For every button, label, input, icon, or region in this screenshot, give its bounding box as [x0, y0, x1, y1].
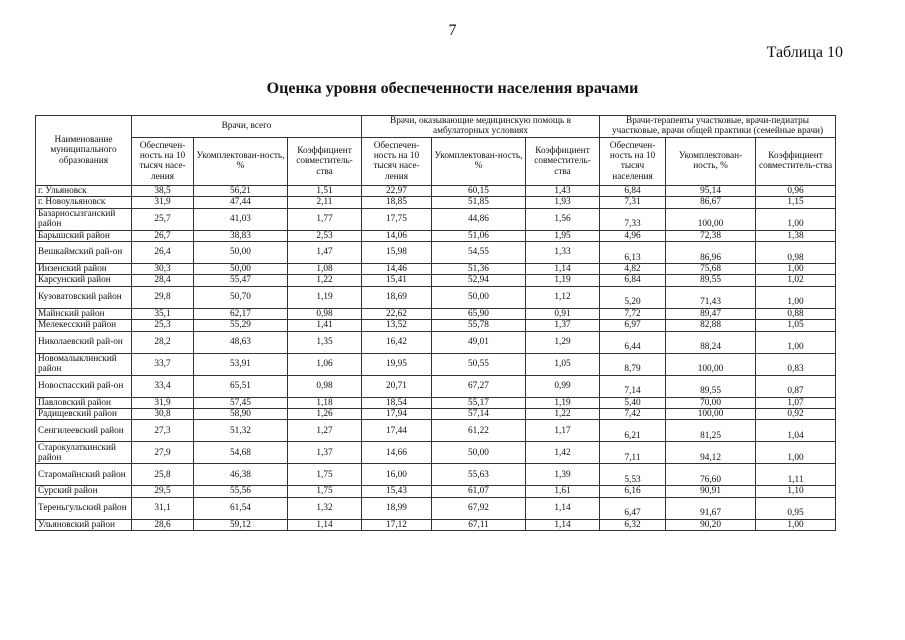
table-row [36, 230, 836, 241]
municipality-name: Новомалыклинский район [36, 353, 132, 375]
municipality-name: Инзенский район [36, 264, 132, 275]
table-cell: 25,8 [132, 464, 194, 486]
table-cell: 1,56 [526, 208, 600, 230]
header-group-district-doctors: Врачи-терапевты участковые, врачи-педиатры участковые, врачи общей практики (семейные врачи) [600, 116, 836, 138]
municipality-name: Ульяновский район [36, 519, 132, 530]
table-cell: 1,41 [288, 320, 362, 331]
table-cell: 1,42 [526, 442, 600, 464]
table-cell: 38,5 [132, 185, 194, 196]
table-cell: 0,87 [756, 375, 836, 397]
table-cell: 1,39 [526, 464, 600, 486]
table-cell: 16,42 [362, 331, 432, 353]
table-cell: 41,03 [194, 208, 288, 230]
table-cell: 50,00 [432, 286, 526, 308]
table-cell: 57,14 [432, 409, 526, 420]
table-cell: 4,82 [600, 264, 666, 275]
municipality-name: Новоспасский рай-он [36, 375, 132, 397]
table-cell: 49,01 [432, 331, 526, 353]
table-cell: 0,83 [756, 353, 836, 375]
municipality-name: Вешкаймский рай-он [36, 242, 132, 264]
table-cell: 1,00 [756, 286, 836, 308]
table-cell: 71,43 [666, 286, 756, 308]
table-cell: 50,00 [194, 264, 288, 275]
table-cell: 1,00 [756, 264, 836, 275]
table-cell: 1,93 [526, 197, 600, 208]
table-cell: 38,83 [194, 230, 288, 241]
header-municipality: Наименование муниципального образования [36, 116, 132, 186]
table-cell: 31,9 [132, 397, 194, 408]
table-row [36, 409, 836, 420]
table-cell: 6,44 [600, 331, 666, 353]
table-cell: 1,38 [756, 230, 836, 241]
table-cell: 28,4 [132, 275, 194, 286]
table-cell: 1,17 [526, 420, 600, 442]
table-cell: 57,45 [194, 397, 288, 408]
header-staffing: Укомплектован-ность, % [432, 137, 526, 185]
table-body [36, 185, 836, 530]
table-cell: 17,44 [362, 420, 432, 442]
table-cell: 67,92 [432, 497, 526, 519]
table-cell: 70,00 [666, 397, 756, 408]
table-cell: 55,17 [432, 397, 526, 408]
header-staffing: Укомплектован-ность, % [666, 137, 756, 185]
table-cell: 14,66 [362, 442, 432, 464]
doctor-provision-table [35, 115, 836, 531]
header-coefficient: Коэффициент совместитель-ства [288, 137, 362, 185]
table-cell: 5,20 [600, 286, 666, 308]
table-cell: 76,60 [666, 464, 756, 486]
table-cell: 1,27 [288, 420, 362, 442]
table-cell: 51,32 [194, 420, 288, 442]
table-cell: 91,67 [666, 497, 756, 519]
table-cell: 52,94 [432, 275, 526, 286]
document-title: Оценка уровня обеспеченности населения врачами [266, 80, 639, 97]
table-cell: 15,98 [362, 242, 432, 264]
table-cell: 7,42 [600, 409, 666, 420]
table-cell: 51,85 [432, 197, 526, 208]
table-cell: 44,86 [432, 208, 526, 230]
table-cell: 90,20 [666, 519, 756, 530]
table-row [36, 375, 836, 397]
table-cell: 2,53 [288, 230, 362, 241]
table-cell: 1,08 [288, 264, 362, 275]
table-cell: 33,7 [132, 353, 194, 375]
table-cell: 86,96 [666, 242, 756, 264]
header-provision: Обеспечен-ность на 10 тысяч населения [600, 137, 666, 185]
table-cell: 1,14 [526, 497, 600, 519]
table-row [36, 275, 836, 286]
table-cell: 100,00 [666, 208, 756, 230]
table-cell: 95,14 [666, 185, 756, 196]
table-cell: 1,95 [526, 230, 600, 241]
table-cell: 18,54 [362, 397, 432, 408]
table-cell: 51,06 [432, 230, 526, 241]
table-cell: 14,46 [362, 264, 432, 275]
table-row [36, 519, 836, 530]
table-cell: 50,00 [432, 442, 526, 464]
table-cell: 25,7 [132, 208, 194, 230]
table-row [36, 197, 836, 208]
table-cell: 61,07 [432, 486, 526, 497]
table-cell: 29,8 [132, 286, 194, 308]
table-cell: 61,22 [432, 420, 526, 442]
table-cell: 22,97 [362, 185, 432, 196]
table-cell: 1,19 [288, 286, 362, 308]
header-coefficient: Коэффициент совместитель-ства [526, 137, 600, 185]
table-cell: 62,17 [194, 308, 288, 319]
table-cell: 18,99 [362, 497, 432, 519]
table-row [36, 420, 836, 442]
table-cell: 1,02 [756, 275, 836, 286]
table-cell: 17,12 [362, 519, 432, 530]
table-cell: 17,75 [362, 208, 432, 230]
table-cell: 4,96 [600, 230, 666, 241]
table-row [36, 486, 836, 497]
municipality-name: Николаевский рай-он [36, 331, 132, 353]
table-cell: 1,04 [756, 420, 836, 442]
table-cell: 0,91 [526, 308, 600, 319]
table-row [36, 353, 836, 375]
table-cell: 51,36 [432, 264, 526, 275]
table-cell: 65,51 [194, 375, 288, 397]
table-cell: 8,79 [600, 353, 666, 375]
table-cell: 60,15 [432, 185, 526, 196]
header-provision: Обеспечен-ность на 10 тысяч насе-ления [132, 137, 194, 185]
table-cell: 1,32 [288, 497, 362, 519]
table-cell: 6,16 [600, 486, 666, 497]
municipality-name: Кузоватовский район [36, 286, 132, 308]
table-cell: 89,55 [666, 375, 756, 397]
table-row [36, 242, 836, 264]
municipality-name: Майнский район [36, 308, 132, 319]
table-cell: 26,4 [132, 242, 194, 264]
table-cell: 90,91 [666, 486, 756, 497]
table-cell: 94,12 [666, 442, 756, 464]
table-cell: 47,44 [194, 197, 288, 208]
table-cell: 1,00 [756, 519, 836, 530]
table-cell: 27,3 [132, 420, 194, 442]
table-cell: 0,95 [756, 497, 836, 519]
municipality-name: Тереньгульский район [36, 497, 132, 519]
table-cell: 5,40 [600, 397, 666, 408]
table-cell: 14,06 [362, 230, 432, 241]
table-cell: 7,11 [600, 442, 666, 464]
municipality-name: Карсунский район [36, 275, 132, 286]
table-cell: 54,55 [432, 242, 526, 264]
table-cell: 17,94 [362, 409, 432, 420]
table-cell: 89,55 [666, 275, 756, 286]
table-cell: 1,05 [526, 353, 600, 375]
municipality-name: Старокулаткинский район [36, 442, 132, 464]
table-cell: 55,47 [194, 275, 288, 286]
table-cell: 16,00 [362, 464, 432, 486]
table-row [36, 185, 836, 196]
table-cell: 6,97 [600, 320, 666, 331]
table-cell: 0,98 [288, 375, 362, 397]
table-cell: 1,06 [288, 353, 362, 375]
table-cell: 53,91 [194, 353, 288, 375]
table-cell: 31,9 [132, 197, 194, 208]
table-cell: 5,53 [600, 464, 666, 486]
table-cell: 1,75 [288, 486, 362, 497]
table-cell: 56,21 [194, 185, 288, 196]
table-cell: 7,72 [600, 308, 666, 319]
table-cell: 6,32 [600, 519, 666, 530]
table-cell: 7,33 [600, 208, 666, 230]
table-cell: 1,47 [288, 242, 362, 264]
table-cell: 18,69 [362, 286, 432, 308]
table-cell: 82,88 [666, 320, 756, 331]
table-cell: 33,4 [132, 375, 194, 397]
municipality-name: Старомайнский район [36, 464, 132, 486]
table-cell: 7,14 [600, 375, 666, 397]
table-cell: 22,62 [362, 308, 432, 319]
municipality-name: Мелекесский район [36, 320, 132, 331]
table-cell: 81,25 [666, 420, 756, 442]
header-coefficient: Коэффициент совместитель-ства [756, 137, 836, 185]
table-cell: 35,1 [132, 308, 194, 319]
table-cell: 27,9 [132, 442, 194, 464]
table-cell: 1,77 [288, 208, 362, 230]
table-cell: 1,26 [288, 409, 362, 420]
table-cell: 1,75 [288, 464, 362, 486]
table-cell: 15,43 [362, 486, 432, 497]
table-cell: 1,37 [526, 320, 600, 331]
table-cell: 86,67 [666, 197, 756, 208]
table-row [36, 320, 836, 331]
table-cell: 29,5 [132, 486, 194, 497]
table-cell: 6,84 [600, 275, 666, 286]
table-cell: 59,12 [194, 519, 288, 530]
table-cell: 0,88 [756, 308, 836, 319]
table-cell: 55,78 [432, 320, 526, 331]
table-row [36, 464, 836, 486]
header-provision: Обеспечен-ность на 10 тысяч насе-ления [362, 137, 432, 185]
table-cell: 1,00 [756, 331, 836, 353]
municipality-name: Радищевский район [36, 409, 132, 420]
table-cell: 2,11 [288, 197, 362, 208]
table-cell: 20,71 [362, 375, 432, 397]
table-row [36, 497, 836, 519]
table-cell: 13,52 [362, 320, 432, 331]
table-cell: 89,47 [666, 308, 756, 319]
table-cell: 0,96 [756, 185, 836, 196]
table-cell: 6,47 [600, 497, 666, 519]
table-row [36, 264, 836, 275]
table-cell: 46,38 [194, 464, 288, 486]
table-row [36, 442, 836, 464]
table-cell: 25,3 [132, 320, 194, 331]
table-cell: 1,29 [526, 331, 600, 353]
table-cell: 55,56 [194, 486, 288, 497]
header-staffing: Укомплектован-ность, % [194, 137, 288, 185]
table-row [36, 397, 836, 408]
table-cell: 1,11 [756, 464, 836, 486]
table-cell: 1,15 [756, 197, 836, 208]
table-cell: 1,12 [526, 286, 600, 308]
table-cell: 18,85 [362, 197, 432, 208]
table-cell: 1,14 [526, 519, 600, 530]
table-cell: 1,33 [526, 242, 600, 264]
table-cell: 65,90 [432, 308, 526, 319]
municipality-name: г. Ульяновск [36, 185, 132, 196]
header-group-outpatient: Врачи, оказывающие медицинскую помощь в амбулаторных условиях [362, 116, 600, 138]
table-cell: 1,22 [526, 409, 600, 420]
table-cell: 1,35 [288, 331, 362, 353]
page-number: 7 [448, 22, 457, 39]
table-cell: 6,21 [600, 420, 666, 442]
table-cell: 1,07 [756, 397, 836, 408]
table-cell: 1,43 [526, 185, 600, 196]
table-cell: 28,2 [132, 331, 194, 353]
table-cell: 75,68 [666, 264, 756, 275]
table-cell: 28,6 [132, 519, 194, 530]
table-cell: 15,41 [362, 275, 432, 286]
table-cell: 1,51 [288, 185, 362, 196]
municipality-name: Сенгилеевский район [36, 420, 132, 442]
table-cell: 30,8 [132, 409, 194, 420]
table-cell: 0,92 [756, 409, 836, 420]
municipality-name: г. Новоульяновск [36, 197, 132, 208]
table-cell: 100,00 [666, 353, 756, 375]
table-cell: 55,63 [432, 464, 526, 486]
table-cell: 19,95 [362, 353, 432, 375]
table-cell: 1,00 [756, 208, 836, 230]
table-cell: 1,05 [756, 320, 836, 331]
table-cell: 58,90 [194, 409, 288, 420]
table-cell: 50,70 [194, 286, 288, 308]
table-cell: 1,37 [288, 442, 362, 464]
table-cell: 0,98 [756, 242, 836, 264]
municipality-name: Барышский район [36, 230, 132, 241]
table-row [36, 308, 836, 319]
table-cell: 1,10 [756, 486, 836, 497]
table-cell: 1,14 [526, 264, 600, 275]
table-row [36, 286, 836, 308]
municipality-name: Сурский район [36, 486, 132, 497]
table-cell: 1,00 [756, 442, 836, 464]
table-cell: 50,55 [432, 353, 526, 375]
table-cell: 1,19 [526, 397, 600, 408]
table-cell: 1,14 [288, 519, 362, 530]
header-group-all-doctors: Врачи, всего [132, 116, 362, 138]
table-cell: 30,3 [132, 264, 194, 275]
table-label: Таблица 10 [766, 44, 843, 61]
table-cell: 31,1 [132, 497, 194, 519]
table-cell: 6,84 [600, 185, 666, 196]
table-cell: 50,00 [194, 242, 288, 264]
table-cell: 0,98 [288, 308, 362, 319]
table-row [36, 208, 836, 230]
table-cell: 55,29 [194, 320, 288, 331]
table-cell: 61,54 [194, 497, 288, 519]
table-cell: 1,18 [288, 397, 362, 408]
municipality-name: Павловский район [36, 397, 132, 408]
table-cell: 1,19 [526, 275, 600, 286]
table-cell: 100,00 [666, 409, 756, 420]
table-cell: 72,38 [666, 230, 756, 241]
municipality-name: Базарносызганский район [36, 208, 132, 230]
table-cell: 1,22 [288, 275, 362, 286]
table-cell: 26,7 [132, 230, 194, 241]
table-cell: 6,13 [600, 242, 666, 264]
table-cell: 48,63 [194, 331, 288, 353]
table-cell: 0,99 [526, 375, 600, 397]
table-cell: 88,24 [666, 331, 756, 353]
table-row [36, 331, 836, 353]
table-cell: 67,27 [432, 375, 526, 397]
table-cell: 1,61 [526, 486, 600, 497]
table-cell: 7,31 [600, 197, 666, 208]
table-cell: 67,11 [432, 519, 526, 530]
table-cell: 54,68 [194, 442, 288, 464]
